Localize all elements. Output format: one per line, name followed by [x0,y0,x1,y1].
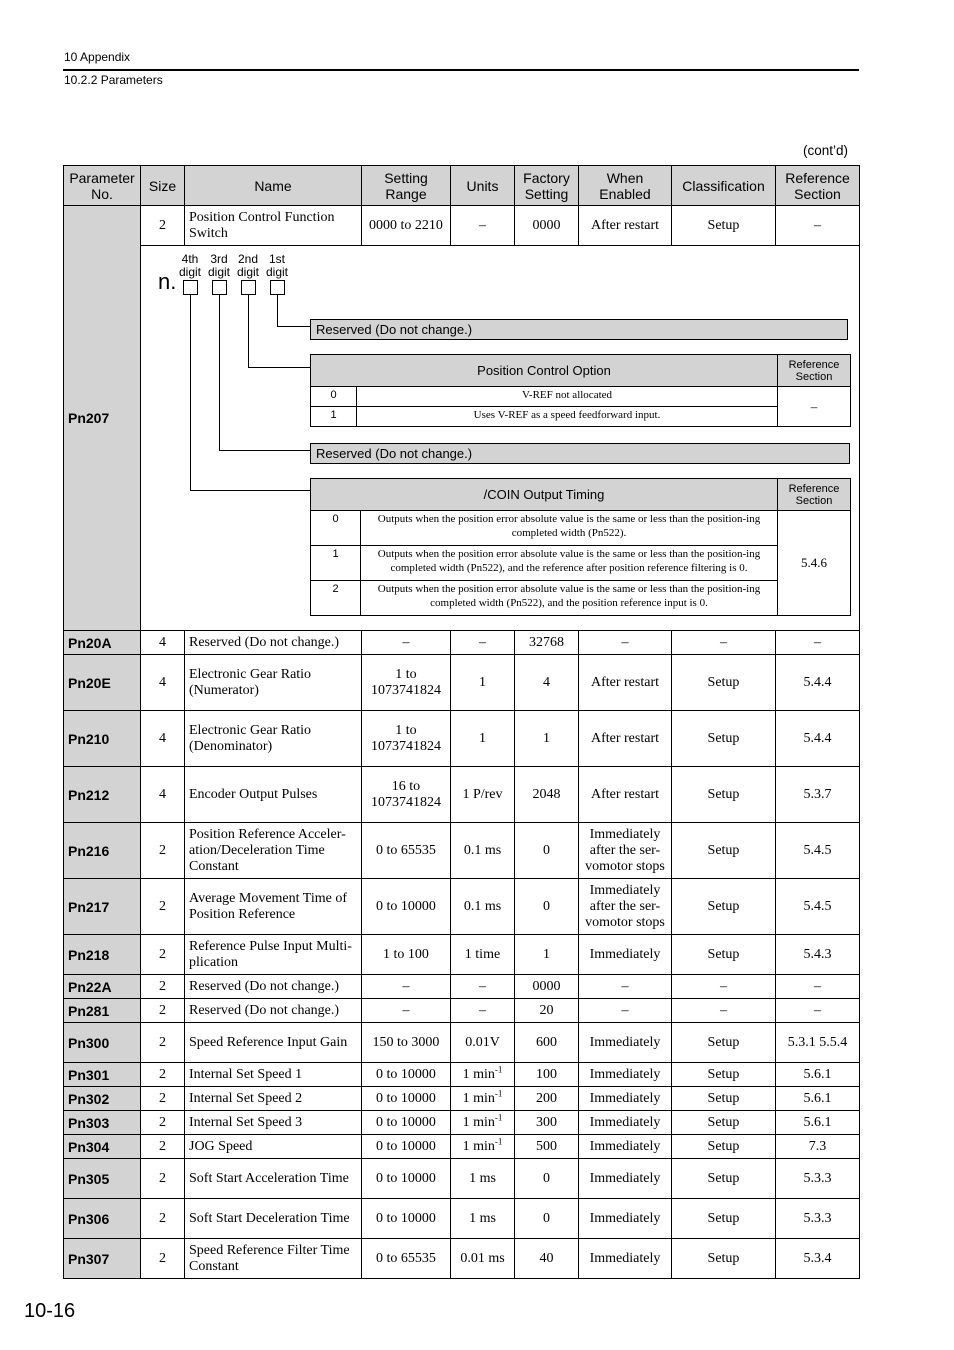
table-row [64,206,860,246]
factory-cell: 0 [515,823,579,879]
table-row [64,1199,860,1239]
enabled-cell: After restart [579,767,672,823]
table-row [64,1135,860,1159]
range-cell: 1 to 1073741824 [362,711,451,767]
units-text: 1 min [462,1114,495,1130]
enabled-cell: – [579,975,672,999]
units-text: 1 min [462,1066,495,1082]
name-cell: Speed Reference Filter Time Constant [185,1239,362,1279]
size-cell: 2 [141,1135,185,1159]
table-row [64,631,860,655]
factory-cell: 32768 [515,631,579,655]
classification-cell: Setup [672,1135,776,1159]
digit-label-1st: 1st digit [265,252,288,279]
param-no: Pn20A [64,631,141,655]
range-cell: 16 to 1073741824 [362,767,451,823]
classification-cell: Setup [672,1239,776,1279]
reference-cell: – [776,206,860,246]
reference-cell: 5.6.1 [776,1063,860,1087]
units-cell: 1 P/rev [451,767,515,823]
digit-box-3rd [212,280,227,295]
size-cell: 4 [141,711,185,767]
col-header: When Enabled [579,166,672,206]
col-header: Name [185,166,362,206]
name-cell: Soft Start Deceleration Time [185,1199,362,1239]
reference-cell: 5.3.3 [776,1159,860,1199]
reference-cell: 7.3 [776,1135,860,1159]
classification-cell: Setup [672,1199,776,1239]
classification-cell: – [672,975,776,999]
range-cell: 0 to 65535 [362,823,451,879]
name-cell: Electronic Gear Ratio (Numerator) [185,655,362,711]
classification-cell: Setup [672,879,776,935]
units-cell: 0.01V [451,1023,515,1063]
factory-cell: 500 [515,1135,579,1159]
enabled-cell: – [579,999,672,1023]
range-cell: – [362,999,451,1023]
factory-cell: 1 [515,935,579,975]
factory-cell: 4 [515,655,579,711]
enabled-cell: Immediately [579,1199,672,1239]
name-cell: Speed Reference Input Gain [185,1023,362,1063]
range-cell: 0 to 10000 [362,1063,451,1087]
position-control-option-table [310,354,851,427]
coin-output-timing-table [310,478,851,616]
param-no: Pn302 [64,1087,141,1111]
name-cell: Internal Set Speed 3 [185,1111,362,1135]
range-cell: 0000 to 2210 [362,206,451,246]
reference-cell: 5.4.4 [776,655,860,711]
classification-cell: – [672,999,776,1023]
digit-box-4th [183,280,198,295]
digit-diagram [141,246,859,630]
position-control-title: Position Control Option [311,355,778,387]
name-cell: Reserved (Do not change.) [185,999,362,1023]
factory-cell: 1 [515,711,579,767]
connector-3rd-h [219,450,311,451]
digit-box-1st [270,280,285,295]
option-desc: Outputs when the position error absolute value is the same or less than the position-ing completed width (Pn522). [361,511,778,546]
reference-cell: – [776,975,860,999]
connector-2nd-h [248,367,311,368]
size-cell: 2 [141,206,185,246]
enabled-cell: Immediately after the ser-vomotor stops [579,823,672,879]
size-cell: 2 [141,1199,185,1239]
parameter-table [63,165,860,1279]
param-no: Pn304 [64,1135,141,1159]
connector-4th-h [190,490,311,491]
reference-cell: 5.3.4 [776,1239,860,1279]
reference-cell: 5.4.4 [776,711,860,767]
option-value: 2 [311,581,361,616]
units-cell: 1 ms [451,1199,515,1239]
table-row [64,1087,860,1111]
factory-cell: 0 [515,879,579,935]
param-no: Pn300 [64,1023,141,1063]
continued-label: (cont’d) [803,143,849,158]
size-cell: 2 [141,879,185,935]
enabled-cell: After restart [579,711,672,767]
digit-label-3rd: 3rd digit [207,252,230,279]
units-cell: 0.01 ms [451,1239,515,1279]
factory-cell: 0 [515,1159,579,1199]
classification-cell: Setup [672,1063,776,1087]
param-no: Pn281 [64,999,141,1023]
param-no: Pn305 [64,1159,141,1199]
factory-cell: 40 [515,1239,579,1279]
units-text: 1 min [462,1090,495,1106]
range-cell: – [362,975,451,999]
connector-1st-h [277,326,311,327]
param-no: Pn216 [64,823,141,879]
enabled-cell: Immediately [579,1111,672,1135]
table-row [64,823,860,879]
header-rule [63,69,859,71]
col-header: Reference Section [776,166,860,206]
enabled-cell: Immediately [579,935,672,975]
col-header: Size [141,166,185,206]
classification-cell: Setup [672,1087,776,1111]
digit-label-4th: 4th digit [178,252,201,279]
name-cell: Position Reference Acceler-ation/Deceleration Time Constant [185,823,362,879]
table-row [64,1239,860,1279]
col-header: Units [451,166,515,206]
range-cell: 150 to 3000 [362,1023,451,1063]
param-no: Pn217 [64,879,141,935]
range-cell: 0 to 10000 [362,1199,451,1239]
option-value: 1 [311,546,361,581]
param-no: Pn301 [64,1063,141,1087]
range-cell: 0 to 10000 [362,1135,451,1159]
range-cell: – [362,631,451,655]
param-no: Pn207 [64,206,141,631]
pn207-detail-row [64,246,860,631]
option-value: 0 [311,511,361,546]
table-row [64,1159,860,1199]
option-value: 1 [311,407,357,427]
col-header: Parameter No. [64,166,141,206]
param-no: Pn303 [64,1111,141,1135]
factory-cell: 600 [515,1023,579,1063]
units-cell: 0.1 ms [451,879,515,935]
name-cell: Internal Set Speed 2 [185,1087,362,1111]
ref-section-header: Reference Section [778,479,851,511]
units-cell: – [451,999,515,1023]
page-number: 10-16 [24,1300,76,1322]
table-row [64,655,860,711]
size-cell: 2 [141,1239,185,1279]
range-cell: 0 to 10000 [362,1111,451,1135]
size-cell: 2 [141,823,185,879]
units-text: 1 min [462,1138,495,1154]
factory-cell: 2048 [515,767,579,823]
name-cell: Soft Start Acceleration Time [185,1159,362,1199]
coin-title: /COIN Output Timing [311,479,778,511]
classification-cell: Setup [672,1111,776,1135]
param-no: Pn218 [64,935,141,975]
pn207-detail-cell [141,246,860,631]
connector-3rd [219,295,220,451]
reference-cell: 5.3.3 [776,1199,860,1239]
name-cell: JOG Speed [185,1135,362,1159]
units-cell [451,1111,515,1135]
enabled-cell: Immediately [579,1135,672,1159]
reference-cell: 5.4.3 [776,935,860,975]
table-header-row [64,166,860,206]
ref-section-header: Reference Section [778,355,851,387]
reference-cell: – [776,631,860,655]
name-cell: Average Movement Time of Position Reference [185,879,362,935]
classification-cell: Setup [672,206,776,246]
table-row [64,1111,860,1135]
units-cell: 1 ms [451,1159,515,1199]
units-cell: 0.1 ms [451,823,515,879]
units-exponent: -1 [494,1087,503,1098]
factory-cell: 0000 [515,975,579,999]
size-cell: 2 [141,935,185,975]
size-cell: 4 [141,655,185,711]
section-heading: 10.2.2 Parameters [64,73,163,87]
size-cell: 2 [141,1111,185,1135]
reference-cell: 5.3.1 5.5.4 [776,1023,860,1063]
classification-cell: Setup [672,935,776,975]
units-cell: 1 time [451,935,515,975]
enabled-cell: Immediately [579,1239,672,1279]
enabled-cell: After restart [579,655,672,711]
units-cell: 1 [451,655,515,711]
reference-cell: 5.3.7 [776,767,860,823]
size-cell: 2 [141,999,185,1023]
size-cell: 4 [141,767,185,823]
table-row [64,879,860,935]
reference-cell: 5.4.5 [776,879,860,935]
name-cell: Internal Set Speed 1 [185,1063,362,1087]
reference-cell: 5.6.1 [776,1087,860,1111]
param-no: Pn22A [64,975,141,999]
enabled-cell: After restart [579,206,672,246]
option-ref: 5.4.6 [778,511,851,616]
range-cell: 0 to 10000 [362,1087,451,1111]
units-cell: – [451,206,515,246]
units-cell [451,1063,515,1087]
param-no: Pn306 [64,1199,141,1239]
classification-cell: Setup [672,655,776,711]
enabled-cell: Immediately [579,1063,672,1087]
units-cell: 1 [451,711,515,767]
table-row [64,935,860,975]
units-cell: – [451,975,515,999]
option-desc: Outputs when the position error absolute value is the same or less than the position-ing completed width (Pn522), and the position reference input is 0. [361,581,778,616]
chapter-heading: 10 Appendix [64,50,131,64]
option-desc: Outputs when the position error absolute value is the same or less than the position-ing completed width (Pn522), and the reference after position reference filtering is 0. [361,546,778,581]
classification-cell: – [672,631,776,655]
size-cell: 2 [141,975,185,999]
reserved-bar-1st: Reserved (Do not change.) [310,319,848,340]
option-ref: – [778,387,851,427]
param-no: Pn307 [64,1239,141,1279]
table-row [64,767,860,823]
param-no: Pn212 [64,767,141,823]
units-cell: – [451,631,515,655]
factory-cell: 300 [515,1111,579,1135]
range-cell: 1 to 1073741824 [362,655,451,711]
units-cell [451,1135,515,1159]
connector-4th [190,295,191,491]
reference-cell: 5.4.5 [776,823,860,879]
param-no: Pn20E [64,655,141,711]
enabled-cell: Immediately [579,1023,672,1063]
enabled-cell: Immediately [579,1087,672,1111]
option-value: 0 [311,387,357,407]
n-prefix: n. [158,269,177,294]
factory-cell: 200 [515,1087,579,1111]
table-row [64,975,860,999]
param-no: Pn210 [64,711,141,767]
connector-1st [277,295,278,327]
name-cell: Reference Pulse Input Multi-plication [185,935,362,975]
name-cell: Reserved (Do not change.) [185,631,362,655]
factory-cell: 100 [515,1063,579,1087]
units-exponent: -1 [494,1063,503,1074]
range-cell: 0 to 10000 [362,879,451,935]
reference-cell: – [776,999,860,1023]
factory-cell: 0 [515,1199,579,1239]
size-cell: 2 [141,1023,185,1063]
classification-cell: Setup [672,1159,776,1199]
col-header: Factory Setting [515,166,579,206]
units-exponent: -1 [494,1111,503,1122]
size-cell: 2 [141,1159,185,1199]
connector-2nd [248,295,249,368]
classification-cell: Setup [672,711,776,767]
reference-cell: 5.6.1 [776,1111,860,1135]
option-desc: V-REF not allocated [357,387,778,407]
range-cell: 0 to 10000 [362,1159,451,1199]
table-row [64,711,860,767]
classification-cell: Setup [672,1023,776,1063]
size-cell: 2 [141,1063,185,1087]
name-cell: Electronic Gear Ratio (Denominator) [185,711,362,767]
digit-box-2nd [241,280,256,295]
enabled-cell: – [579,631,672,655]
range-cell: 1 to 100 [362,935,451,975]
table-row [64,999,860,1023]
classification-cell: Setup [672,767,776,823]
range-cell: 0 to 65535 [362,1239,451,1279]
size-cell: 4 [141,631,185,655]
reserved-bar-3rd: Reserved (Do not change.) [310,443,850,464]
col-header: Classification [672,166,776,206]
enabled-cell: Immediately [579,1159,672,1199]
classification-cell: Setup [672,823,776,879]
name-cell: Position Control Function Switch [185,206,362,246]
digit-label-2nd: 2nd digit [236,252,259,279]
table-row [64,1063,860,1087]
name-cell: Encoder Output Pulses [185,767,362,823]
size-cell: 2 [141,1087,185,1111]
factory-cell: 0000 [515,206,579,246]
factory-cell: 20 [515,999,579,1023]
option-desc: Uses V-REF as a speed feedforward input. [357,407,778,427]
name-cell: Reserved (Do not change.) [185,975,362,999]
units-exponent: -1 [494,1135,503,1146]
table-row [64,1023,860,1063]
enabled-cell: Immediately after the ser-vomotor stops [579,879,672,935]
col-header: Setting Range [362,166,451,206]
units-cell [451,1087,515,1111]
